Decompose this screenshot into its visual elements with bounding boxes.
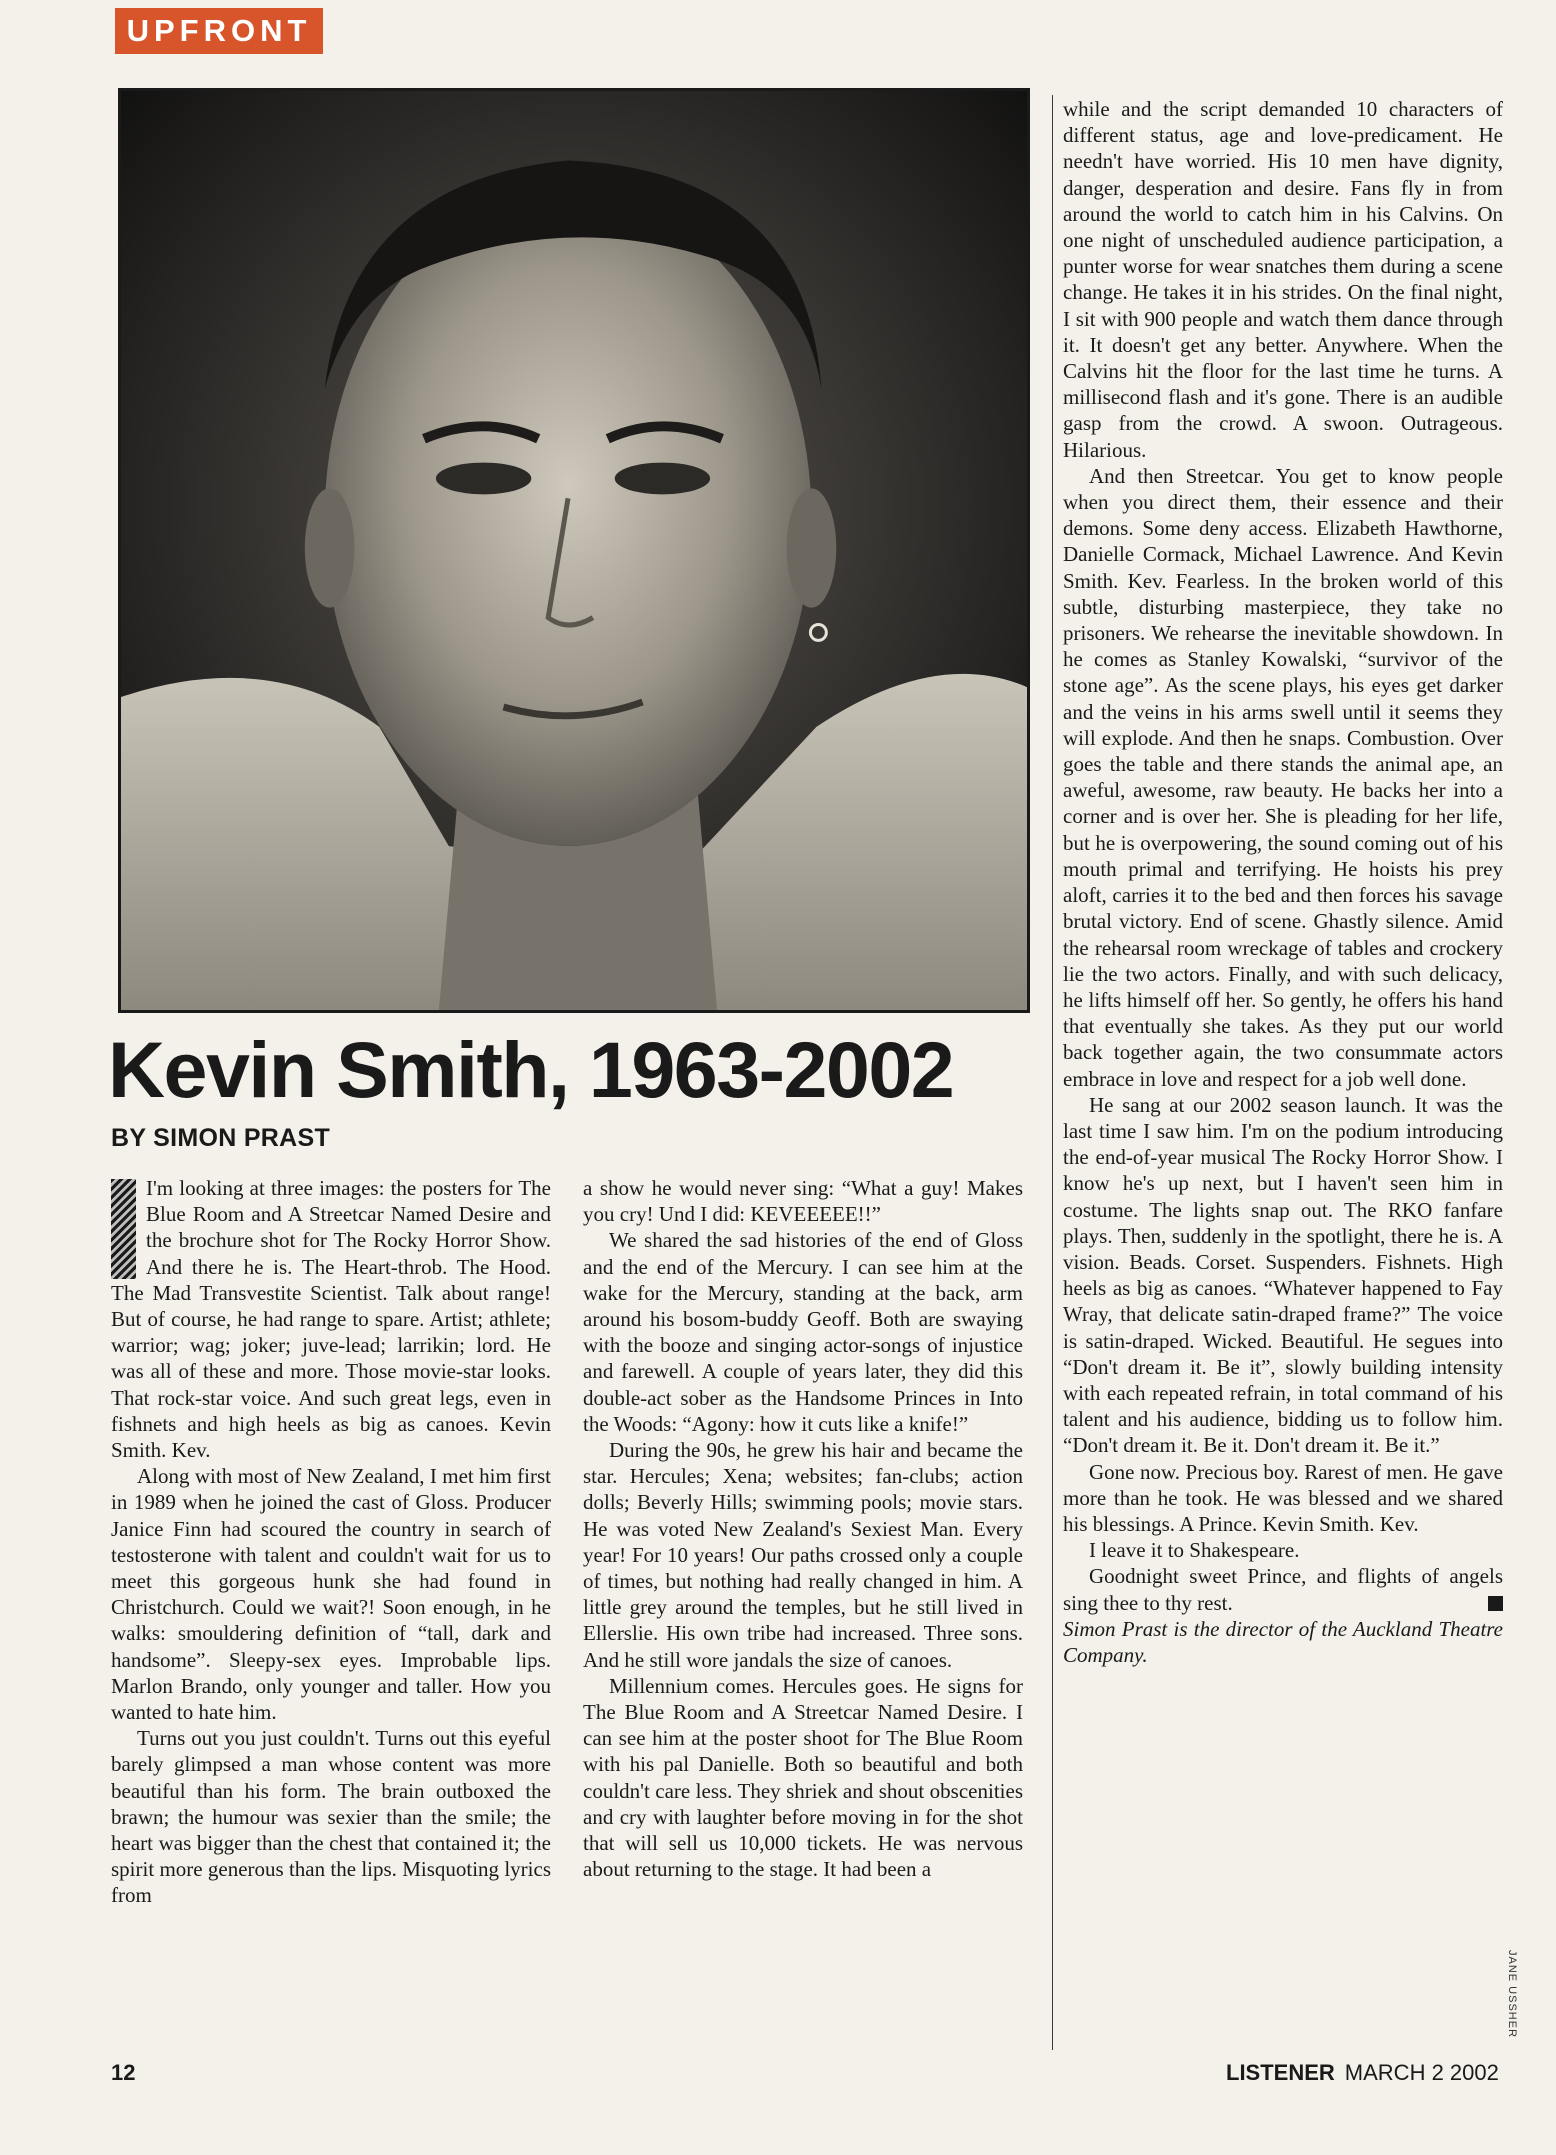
- article-byline: BY SIMON PRAST: [111, 1124, 331, 1152]
- paragraph: We shared the sad histories of the end of Gloss and the end of the Mercury. I can see him at the wake for the Mercury, standing at the back, arm around his bosom-buddy Geoff. Both are swaying with the booze and singing actor-songs of injustice and farewell. A couple of years later, they did this double-act sober as the Handsome Princes in Into the Woods: “Agony: how it cuts like a knife!”: [583, 1228, 1023, 1436]
- paragraph: a show he would never sing: “What a guy! Makes you cry! Und I did: KEVEEEEE!!”: [583, 1176, 1023, 1227]
- column-divider: [1052, 95, 1053, 2050]
- paragraph: Gone now. Precious boy. Rarest of men. He gave more than he took. He was blessed and we shared his blessings. A Prince. Kevin Smith. Kev.: [1063, 1459, 1503, 1536]
- portrait-photo: [118, 88, 1030, 1013]
- article-column-3: [1063, 96, 1503, 1668]
- paragraph: During the 90s, he grew his hair and became the star. Hercules; Xena; websites; fan-clubs; action dolls; Beverly Hills; swimming pools; movie stars. He was voted New Zealand's Sexiest Man. Every year! For 10 years! Our paths crossed only a couple of times, but nothing had really changed in him. A little grey around the temples, but he still lived in Ellerslie. His own tribe had increased. Three sons. And he still wore jandals the size of canoes.: [583, 1438, 1023, 1672]
- paragraph: I'm looking at three images: the posters for The Blue Room and A Streetcar Named Desire and the brochure shot for The Rocky Horror Show. And there he is. The Heart-throb. The Hood. The Mad Transvestite Scientist. Talk about range! But of course, he had range to spare. Artist; athlete; warrior; wag; joker; juve-lead; larrikin; lord. He was all of these and more. Those movie-star looks. That rock-star voice. And such great legs, even in fishnets and high heels as big as canoes. Kevin Smith. Kev.: [111, 1176, 551, 1463]
- drop-cap-i: [111, 1179, 136, 1279]
- paragraph: [1063, 1563, 1503, 1615]
- paragraph: I leave it to Shakespeare.: [1089, 1538, 1300, 1563]
- closing-quote-text: Goodnight sweet Prince, and flights of angels sing thee to thy rest.: [1063, 1564, 1503, 1615]
- photo-credit: JANE USSHER: [1506, 1950, 1518, 2039]
- article-column-2: [583, 1175, 1023, 1882]
- end-mark-icon: [1488, 1596, 1503, 1611]
- paragraph: Along with most of New Zealand, I met him first in 1989 when he joined the cast of Gloss. Producer Janice Finn had scoured the country in search of testosterone with talent and couldn't wait for us to meet this gorgeous hunk she had found in Christchurch. Could we wait?! Soon enough, in he walks: smouldering definition of “tall, dark and handsome”. Sleepy-sex eyes. Improbable lips. Marlon Brando, only younger and taller. How you wanted to hate him.: [111, 1464, 551, 1725]
- article-column-1: [111, 1175, 551, 1909]
- paragraph: He sang at our 2002 season launch. It was the last time I saw him. I'm on the podium introducing the end-of-year musical The Rocky Horror Show. I know he's up next, but I haven't seen him in costume. The lights snap out. The RKO fanfare plays. Then, suddenly in the spotlight, there he is. A vision. Beads. Corset. Suspenders. Fishnets. High heels as big as canoes. “Whatever happened to Fay Wray, that delicate satin-draped frame?” The voice is satin-draped. Wicked. Beautiful. He segues into “Don't dream it. Be it”, slowly building intensity with each repeated refrain, in total command of his talent and his audience, bidding us to follow him. “Don't dream it. Be it. Don't dream it. Be it.”: [1063, 1092, 1503, 1458]
- paragraph: while and the script demanded 10 characters of different status, age and love-predicament. He needn't have worried. His 10 men have dignity, danger, desperation and desire. Fans fly in from around the world to catch him in his Calvins. On one night of unscheduled audience participation, a punter worse for wear snatches them during a scene change. He takes it in his strides. On the final night, I sit with 900 people and watch them dance through it. It doesn't get any better. Anywhere. When the Calvins hit the floor for the last time he turns. A millisecond flash and it's gone. There is an audible gasp from the crowd. A swoon. Outrageous. Hilarious.: [1063, 97, 1503, 462]
- paragraph: Turns out you just couldn't. Turns out this eyeful barely glimpsed a man whose content was more beautiful than his form. The brain outboxed the brawn; the humour was sexier than the smile; the heart was bigger than the chest that contained it; the spirit more generous than the lips. Misquoting lyrics from: [111, 1726, 551, 1908]
- paragraph: Millennium comes. Hercules goes. He signs for The Blue Room and A Streetcar Named Desire. I can see him at the poster shoot for The Blue Room with his pal Danielle. Both so beautiful and both couldn't care less. They shriek and shout obscenities and cry with laughter before moving in for the shot that will sell us 10,000 tickets. He was nervous about returning to the stage. It had been a: [583, 1673, 1023, 1882]
- portrait-photo-graphic: [121, 91, 1027, 1010]
- paragraph: And then Streetcar. You get to know people when you direct them, their essence and their demons. Some deny access. Elizabeth Hawthorne, Danielle Cormack, Michael Lawrence. And Kevin Smith. Kev. Fearless. In the broken world of this subtle, disturbing masterpiece, they take no prisoners. We rehearse the inevitable showdown. In he comes as Stanley Kowalski, “survivor of the stone age”. As the scene plays, his eyes get darker and the veins in his arms swell until it seems they will explode. And then he snaps. Combustion. Over goes the table and there stands the animal ape, an aweful, awesome, raw beauty. He backs her into a corner and is over her. She is pleading for her life, but he is overpowering, the sound coming out of his mouth primal and terrifying. He hoists his prey aloft, carries it to the bed and then forces his savage brutal victory. End of scene. Ghastly silence. Amid the rehearsal room wreckage of tables and crockery lie the two actors. Finally, and with such delicacy, he lifts himself off her. So gently, he offers his hand that eventually she takes. As they put our world back together again, the two consummate actors embrace in love and respect for a job well done.: [1063, 463, 1503, 1091]
- issue-date: MARCH 2 2002: [1344, 2060, 1499, 2085]
- article-headline: Kevin Smith, 1963-2002: [108, 1025, 954, 1114]
- section-tag: UPFRONT: [115, 8, 323, 54]
- author-note: Simon Prast is the director of the Auckland Theatre Company.: [1063, 1616, 1503, 1667]
- page-number: 12: [111, 2060, 136, 2085]
- page-footer: [1226, 2060, 1499, 2086]
- publication-name: LISTENER: [1226, 2060, 1335, 2085]
